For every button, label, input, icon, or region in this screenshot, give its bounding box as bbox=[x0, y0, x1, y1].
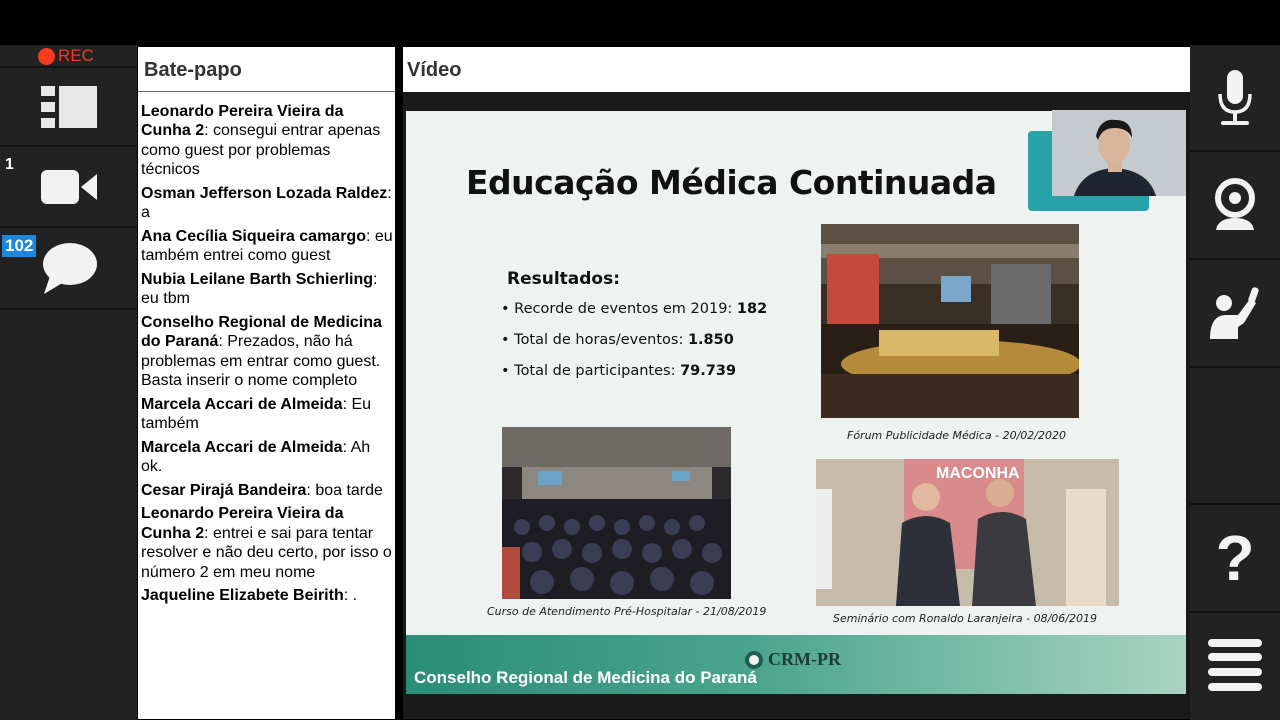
microphone-icon bbox=[1217, 70, 1253, 126]
camera-button[interactable] bbox=[0, 148, 137, 226]
menu-button[interactable] bbox=[1190, 613, 1280, 717]
divider bbox=[0, 66, 137, 68]
slide-footer bbox=[406, 635, 1186, 694]
chat-sender: Ana Cecília Siqueira camargo bbox=[141, 227, 366, 245]
microphone-button[interactable] bbox=[1190, 45, 1280, 150]
bullet-value: 1.850 bbox=[687, 332, 734, 348]
chat-separator: : bbox=[387, 184, 392, 202]
chat-separator: : bbox=[343, 587, 353, 604]
chat-message bbox=[141, 438, 393, 477]
camera-icon bbox=[41, 170, 97, 204]
chat-message bbox=[141, 395, 393, 434]
divider bbox=[0, 145, 137, 147]
chat-message bbox=[141, 227, 393, 266]
chat-text: Prezados, não há problemas em entrar como guest. Basta inserir o nome completo bbox=[141, 333, 381, 389]
chat-text: a bbox=[141, 204, 150, 221]
chat-title: Bate-papo bbox=[144, 59, 242, 81]
raise-hand-icon bbox=[1208, 285, 1262, 341]
caption-seminar: Seminário com Ronaldo Laranjeira - 08/06/2019 bbox=[833, 612, 1097, 625]
photo-seminar bbox=[816, 459, 1119, 606]
chat-separator: : bbox=[218, 333, 228, 350]
chat-separator: : bbox=[365, 227, 375, 245]
photo-audience bbox=[502, 427, 731, 599]
bullet-label: Total de participantes: bbox=[514, 363, 681, 379]
caption-forum: Fórum Publicidade Médica - 20/02/2020 bbox=[847, 429, 1066, 442]
crm-logo bbox=[744, 649, 841, 670]
caption-course: Curso de Atendimento Pré-Hospitalar - 21/08/2019 bbox=[487, 605, 767, 618]
presenter-webcam[interactable] bbox=[1052, 110, 1186, 196]
chat-sender: Jaqueline Elizabete Beirith bbox=[141, 587, 344, 604]
chat-panel bbox=[138, 47, 395, 719]
chat-text: eu tbm bbox=[141, 290, 190, 307]
chat-message bbox=[141, 270, 393, 309]
chat-message-list[interactable] bbox=[141, 78, 393, 610]
chat-icon bbox=[40, 242, 98, 294]
chat-text: . bbox=[352, 587, 358, 604]
recording-indicator bbox=[38, 46, 94, 66]
chat-separator: : bbox=[204, 122, 214, 139]
crm-logo-text: CRM-PR bbox=[768, 649, 841, 669]
chat-sender: Cesar Pirajá Bandeira bbox=[141, 481, 307, 499]
chat-message bbox=[141, 184, 393, 223]
chat-separator: : bbox=[342, 438, 351, 456]
menu-icon bbox=[1208, 639, 1262, 691]
slide-title: Educação Médica Continuada bbox=[466, 163, 997, 202]
webcam-button[interactable] bbox=[1190, 152, 1280, 258]
rec-label: REC bbox=[58, 46, 94, 65]
webcam-icon bbox=[1210, 178, 1260, 232]
crm-seal-icon bbox=[744, 650, 764, 670]
chat-sender: Nubia Leilane Barth Schierling bbox=[141, 270, 374, 288]
chat-separator: : bbox=[373, 270, 378, 288]
chat-message bbox=[141, 102, 393, 180]
bullet-label: Total de horas/eventos: bbox=[514, 332, 688, 348]
chat-separator: : bbox=[204, 524, 214, 542]
chat-text: Eu também bbox=[141, 395, 372, 432]
chat-message bbox=[141, 481, 393, 501]
chat-sender: Leonardo Pereira Vieira da Cunha 2 bbox=[141, 505, 344, 542]
poster-text: MACONHA bbox=[936, 465, 1020, 482]
bullet-item: • Total de horas/eventos: 1.850 bbox=[501, 332, 734, 348]
bullet-value: 79.739 bbox=[680, 363, 737, 379]
presenter-video-illustration bbox=[1052, 110, 1186, 196]
photo-forum-stage bbox=[821, 224, 1079, 418]
chat-text: Ah ok. bbox=[141, 438, 371, 475]
results-heading: Resultados: bbox=[507, 269, 621, 289]
bullet-value: 182 bbox=[736, 301, 768, 317]
camera-count: 1 bbox=[5, 156, 14, 173]
stage-photo-illustration bbox=[821, 224, 1079, 418]
bullet-item: • Recorde de eventos em 2019: 182 bbox=[501, 301, 768, 317]
chat-count-badge: 102 bbox=[2, 235, 36, 257]
chat-text: eu também entrei como guest bbox=[141, 227, 393, 264]
chat-message bbox=[141, 586, 393, 606]
record-dot-icon bbox=[38, 48, 55, 65]
results-list bbox=[501, 301, 767, 394]
chat-header bbox=[138, 47, 395, 92]
chat-text: consegui entrar apenas como guest por problemas técnicos bbox=[141, 122, 381, 178]
chat-sender: Marcela Accari de Almeida bbox=[141, 438, 343, 456]
bullet-item: • Total de participantes: 79.739 bbox=[501, 363, 737, 379]
chat-separator: : bbox=[342, 395, 352, 413]
chat-sender: Osman Jefferson Lozada Raldez bbox=[141, 184, 388, 202]
chat-message bbox=[141, 313, 393, 391]
layout-button[interactable] bbox=[0, 70, 137, 144]
bullet-label: Recorde de eventos em 2019: bbox=[514, 301, 737, 317]
chat-sender: Leonardo Pereira Vieira da Cunha 2 bbox=[141, 102, 344, 139]
chat-sender: Conselho Regional de Medicina do Paraná bbox=[141, 313, 382, 350]
raise-hand-button[interactable] bbox=[1190, 260, 1280, 366]
divider bbox=[1190, 366, 1280, 368]
chat-sender: Marcela Accari de Almeida bbox=[141, 395, 343, 413]
help-icon: ? bbox=[1215, 522, 1255, 594]
chat-message bbox=[141, 504, 393, 582]
footer-org-name: Conselho Regional de Medicina do Paraná bbox=[414, 668, 757, 687]
help-button[interactable] bbox=[1190, 505, 1280, 611]
video-title: Vídeo bbox=[407, 59, 462, 81]
layout-icon bbox=[41, 86, 97, 128]
chat-separator: : bbox=[306, 481, 316, 499]
video-header bbox=[403, 47, 1190, 92]
audience-photo-illustration bbox=[502, 427, 731, 599]
chat-text: boa tarde bbox=[315, 481, 383, 499]
chat-text: entrei e sai para tentar resolver e não deu certo, por isso o número 2 em meu nome bbox=[141, 524, 392, 581]
divider bbox=[0, 308, 137, 310]
